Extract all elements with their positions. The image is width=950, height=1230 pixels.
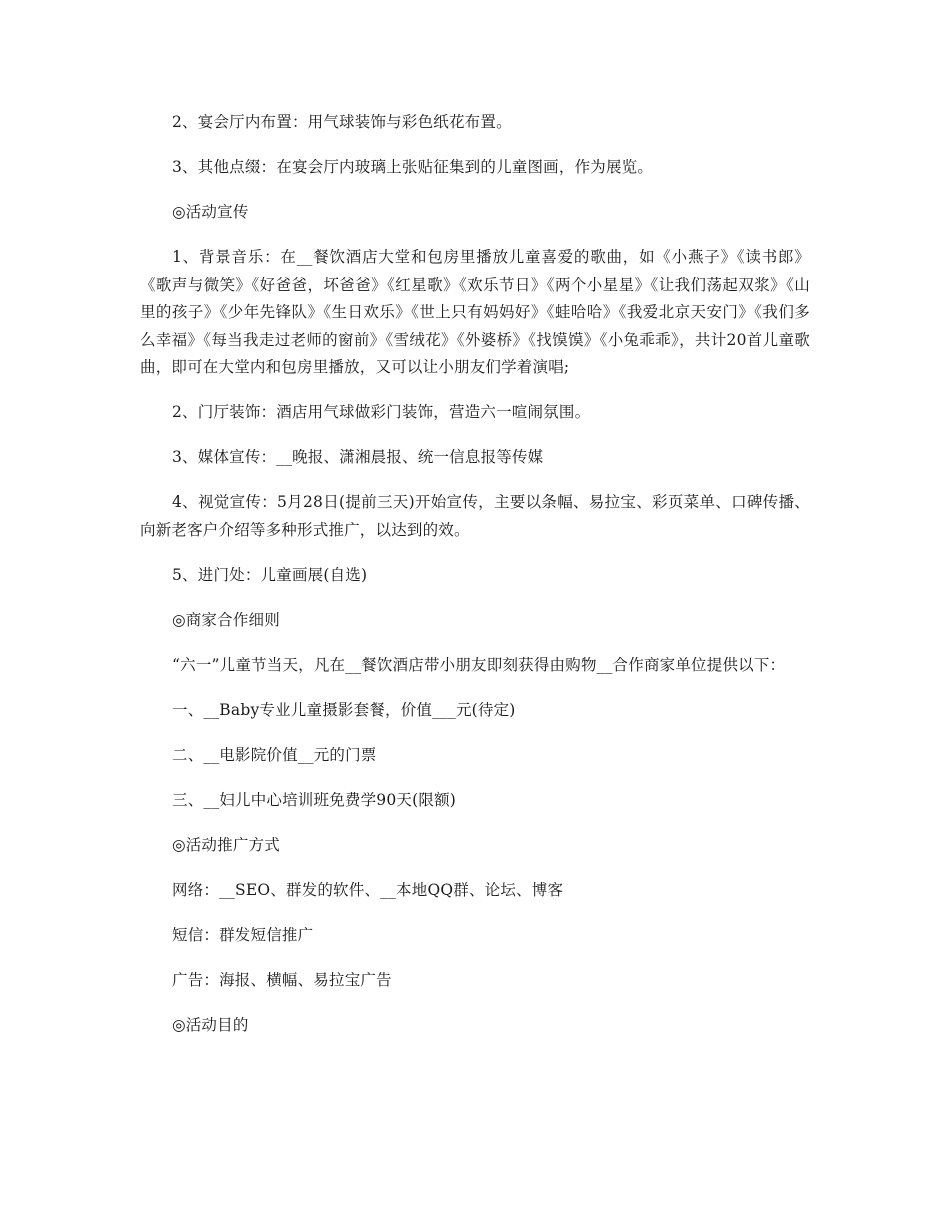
paragraph-network: 网络：__SEO、群发的软件、__本地QQ群、论坛、博客 — [172, 880, 564, 899]
paragraph-visual-promotion: 4、视觉宣传：5月28日(提前三天)开始宣传，主要以条幅、易拉宝、彩页菜单、口碑传播、向新老客户介绍等多种形式推广，以达到的效。 — [140, 493, 810, 539]
paragraph-offer-one: 一、__Baby专业儿童摄影套餐，价值___元(待定) — [172, 700, 516, 719]
paragraph-other-decoration: 3、其他点缀：在宴会厅内玻璃上张贴征集到的儿童图画，作为展览。 — [172, 158, 654, 176]
section-heading-promotion: ◎活动宣传 — [172, 203, 249, 221]
paragraph-offer-three: 三、__妇儿中心培训班免费学90天(限额) — [172, 790, 457, 809]
section-heading-channels: ◎活动推广方式 — [172, 835, 280, 854]
paragraph-advertising: 广告：海报、横幅、易拉宝广告 — [172, 970, 392, 989]
paragraph-hall-decoration: 2、宴会厅内布置：用气球装饰与彩色纸花布置。 — [172, 113, 512, 131]
document-body — [140, 109, 810, 1057]
section-heading-goals: ◎活动目的 — [172, 1015, 249, 1034]
paragraph-sms: 短信：群发短信推广 — [172, 925, 314, 944]
paragraph-media-promotion: 3、媒体宣传：__晚报、潇湘晨报、统一信息报等传媒 — [172, 448, 544, 466]
paragraph-background-music: 1、背景音乐：在__餐饮酒店大堂和包房里播放儿童喜爱的歌曲，如《小燕子》《读书郎》《歌声与微笑》《好爸爸，坏爸爸》《红星歌》《欢乐节日》《两个小星星》《让我们荡起双浆》《山里的孩子》《少年先锋队》《生日欢乐》《世上只有妈妈好》《蛙哈哈》《我爱北京天安门》《我们多么幸福》《每当我走过老师的窗前》《雪绒花》《外婆桥》《找馍馍》《小兔乖乖》，共计20首儿童歌曲，即可在大堂内和包房里播放，又可以让小朋友们学着演唱; — [140, 248, 810, 376]
section-heading-partnership: ◎商家合作细则 — [172, 610, 280, 629]
paragraph-offer-two: 二、__电影院价值__元的门票 — [172, 745, 377, 764]
paragraph-childrens-day-offer: “六一”儿童节当天，凡在__餐饮酒店带小朋友即刻获得由购物__合作商家单位提供以下： — [172, 655, 786, 674]
paragraph-lobby-decoration: 2、门厅装饰：酒店用气球做彩门装饰，营造六一喧闹氛围。 — [172, 403, 591, 421]
paragraph-entrance: 5、进门处：儿童画展(自选) — [172, 565, 368, 584]
